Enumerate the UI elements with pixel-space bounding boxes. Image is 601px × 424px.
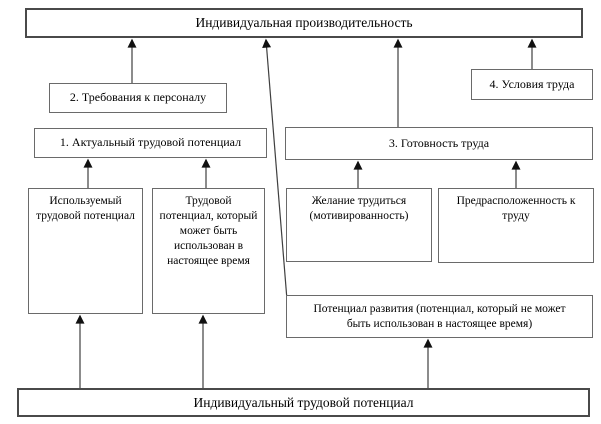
node-actual-labor-potential: 1. Актуальный трудовой потенциал: [34, 128, 267, 158]
node-predisposition-to-work: Предрасположенность к труду: [438, 188, 594, 263]
node-working-conditions: 4. Условия труда: [471, 69, 593, 100]
node-individual-productivity: Индивидуальная производительность: [25, 8, 583, 38]
node-desire-to-work: Желание трудиться (мотивированность): [286, 188, 432, 262]
node-used-labor-potential: Используемый трудовой потенциал: [28, 188, 143, 314]
arrow-development-to-productivity: [266, 40, 287, 300]
node-individual-labor-potential: Индивидуальный трудовой потенциал: [17, 388, 590, 417]
node-personnel-requirements: 2. Требования к персоналу: [49, 83, 227, 113]
node-usable-now-potential: Трудовой потенциал, который может быть использован в настоящее время: [152, 188, 265, 314]
node-development-potential: Потенциал развития (потенциал, который не может быть использован в настоящее время): [286, 295, 593, 338]
node-labor-readiness: 3. Готовность труда: [285, 127, 593, 160]
